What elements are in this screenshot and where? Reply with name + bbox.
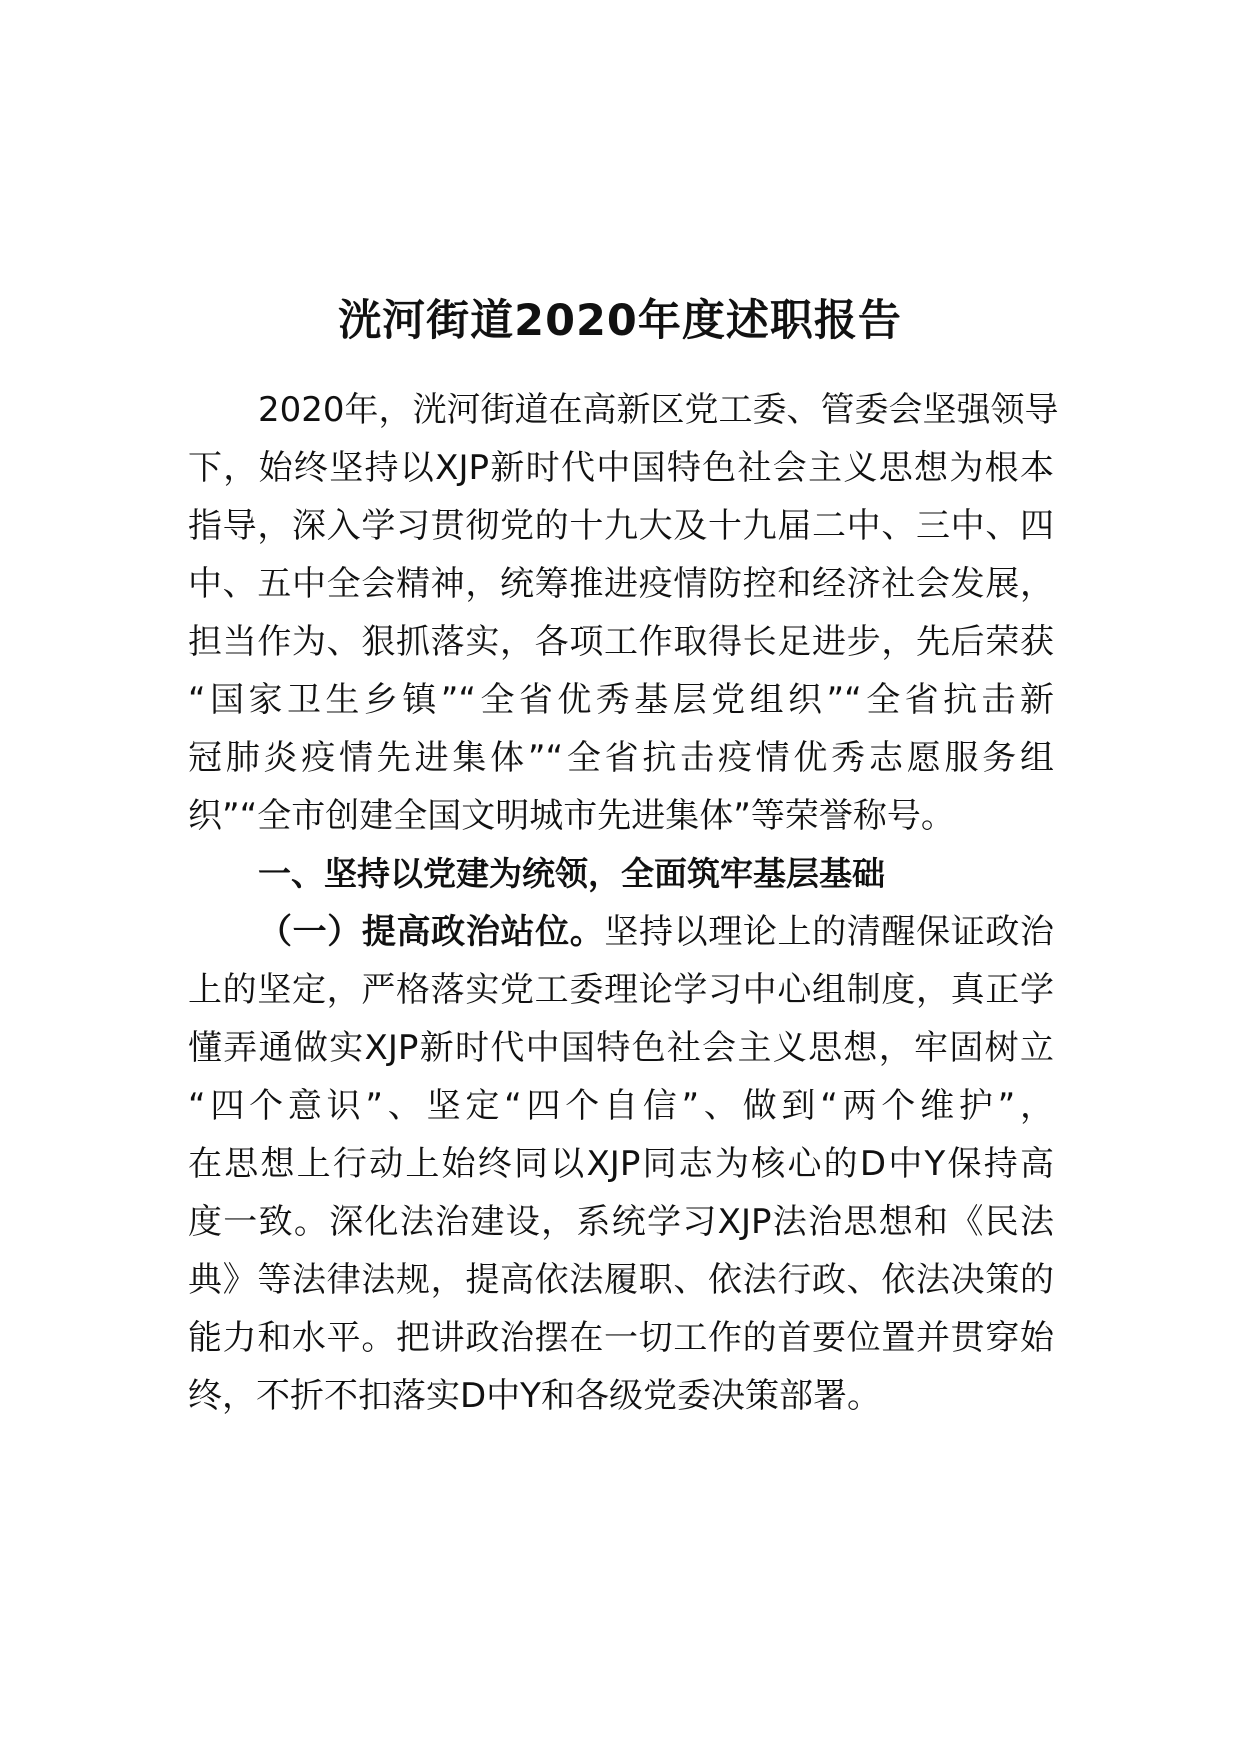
section-heading: 一、坚持以党建为统领，全面筑牢基层基础 <box>258 854 885 893</box>
paragraph-line: “四个意识”、坚定“四个自信”、做到“两个维护”， <box>188 1086 1054 1126</box>
paragraph-line: 2020年，洸河街道在高新区党工委、管委会坚强领导 <box>258 390 1059 430</box>
paragraph-line: 典》等法律法规，提高依法履职、依法行政、依法决策的 <box>188 1260 1054 1300</box>
subsection-lead: （一）提高政治站位。 <box>258 912 605 952</box>
paragraph-line: 懂弄通做实XJP新时代中国特色社会主义思想，牢固树立 <box>188 1028 1054 1068</box>
document-title: 洸河街道2020年度述职报告 <box>338 296 902 346</box>
paragraph-line: 织”“全市创建全国文明城市先进集体”等荣誉称号。 <box>188 796 955 836</box>
subsection-text: 坚持以理论上的清醒保证政治 <box>604 912 1055 952</box>
paragraph-line: 冠肺炎疫情先进集体”“全省抗击疫情优秀志愿服务组 <box>188 738 1054 778</box>
paragraph-line: 上的坚定，严格落实党工委理论学习中心组制度，真正学 <box>188 970 1054 1010</box>
paragraph-line: 下，始终坚持以XJP新时代中国特色社会主义思想为根本 <box>188 448 1054 488</box>
paragraph-line: “国家卫生乡镇”“全省优秀基层党组织”“全省抗击新 <box>188 680 1054 720</box>
paragraph-line: 能力和水平。把讲政治摆在一切工作的首要位置并贯穿始 <box>188 1318 1054 1358</box>
paragraph-line: 指导，深入学习贯彻党的十九大及十九届二中、三中、四 <box>188 506 1054 546</box>
paragraph-line: 担当作为、狠抓落实，各项工作取得长足进步，先后荣获 <box>188 622 1054 662</box>
paragraph-line: 中、五中全会精神，统筹推进疫情防控和经济社会发展， <box>188 564 1054 604</box>
paragraph-line: 在思想上行动上始终同以XJP同志为核心的D中Y保持高 <box>188 1144 1054 1184</box>
paragraph-line: 度一致。深化法治建设，系统学习XJP法治思想和《民法 <box>188 1202 1054 1242</box>
paragraph-line <box>258 900 1054 964</box>
paragraph-line: 终，不折不扣落实D中Y和各级党委决策部署。 <box>188 1376 881 1416</box>
